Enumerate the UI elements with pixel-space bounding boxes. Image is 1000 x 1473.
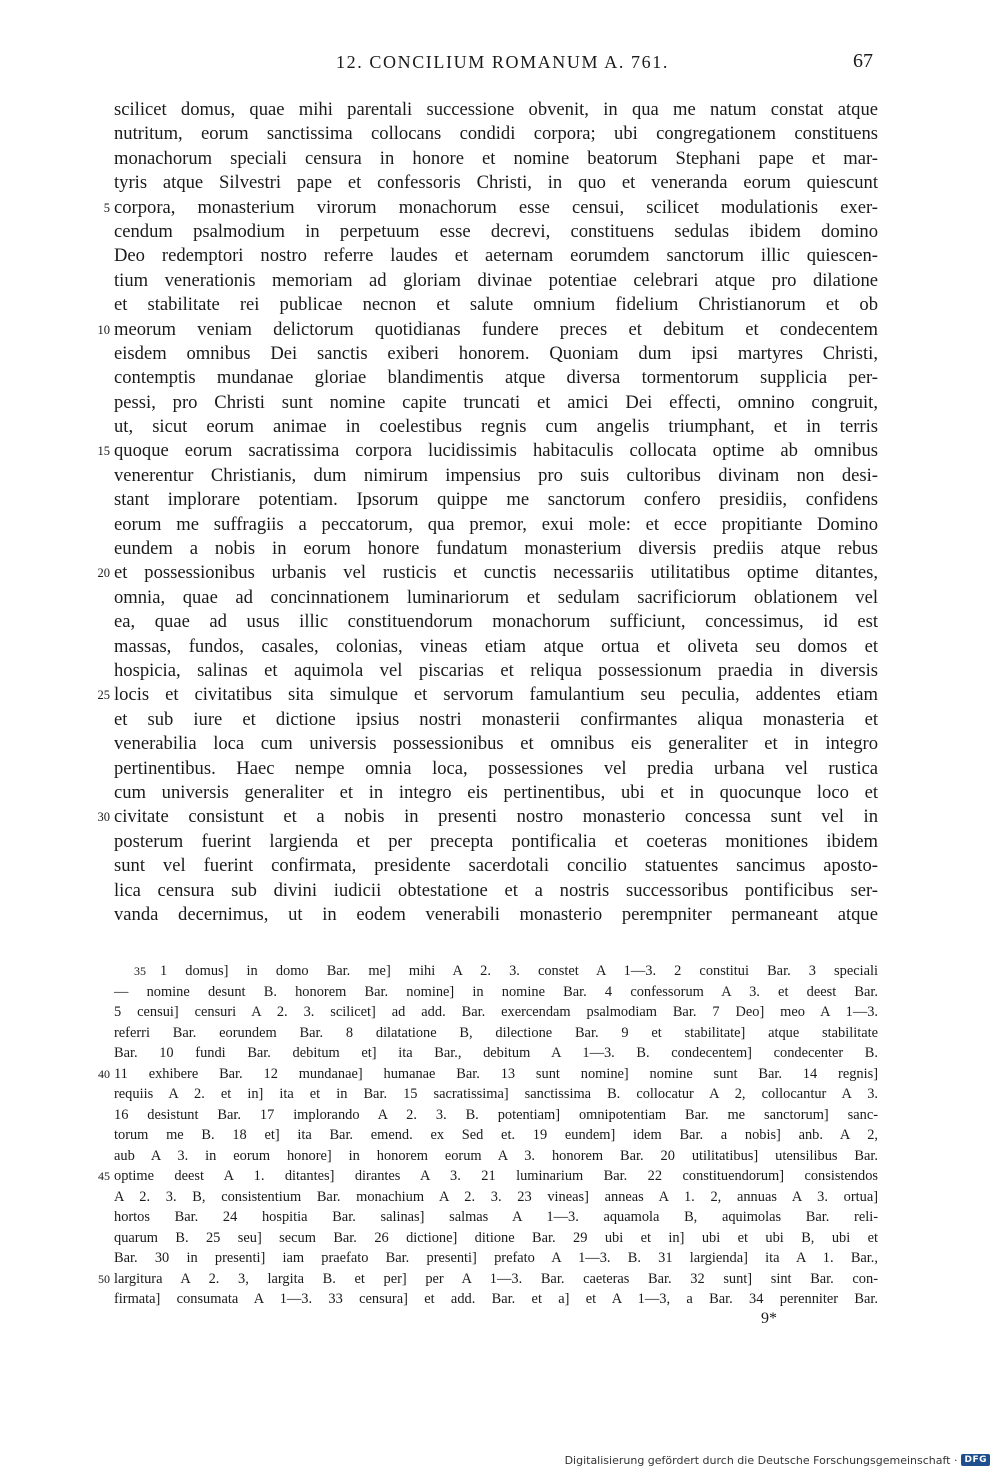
main-text-line-text: tium venerationis memoriam ad gloriam divinae potentiae celebrari atque pro dilatione [114,269,878,291]
main-text-line-text: eorum me suffragiis a peccatorum, qua premor, exui mole: et ecce propitiante Domino [114,513,878,535]
main-text-line-text: venerentur Christianis, dum nimirum impensius pro suis cultoribus divinam non desi- [114,464,878,486]
main-text-line [114,171,878,195]
main-text-line [114,610,878,634]
main-text-line-text: scilicet domus, quae mihi parentali successione obvenit, in qua me natum constat atque [114,99,878,120]
main-text-line-text: civitate consistunt et a nobis in presenti nostro monasterio concessa sunt vel in [114,806,878,828]
note-line-text: Bar. 10 fundi Bar. debitum et] ita Bar., debitum A 1—3. B. condecentem] condecenter B. [114,1045,878,1061]
main-text-line-text: vanda decernimus, ut in eodem venerabili monasterio perempniter permaneant atque [114,903,878,925]
note-line-text: firmata] consumata A 1—3. 33 censura] et add. Bar. et a] et A 1—3, a Bar. 34 perenniter Bar. [114,1291,878,1307]
running-title: 12. CONCILIUM ROMANUM A. 761. [336,52,669,72]
main-text-line-text: Deo redemptori nostro referre laudes et aeternam eorumdem sanctorum illic quiescen- [114,245,878,267]
note-line-text: 1 domus] in domo Bar. me] mihi A 2. 3. constet A 1—3. 2 constitui Bar. 3 speciali [160,963,878,979]
critical-apparatus [98,961,878,1310]
main-text-line-text: contemptis mundanae gloriae blandimentis atque diversa tormentorum supplicia per- [114,367,878,389]
note-line-text: hortos Bar. 24 hospitia Bar. salinas] salmas A 1—3. aquamola B, aquimolas Bar. reli- [114,1209,878,1225]
main-text-line-text: nutritum, eorum sanctissima collocans condidi corpora; ubi congregationem constituens [114,123,878,145]
note-line [114,1228,878,1249]
main-text-line-text: lica censura sub divini iudicii obtestatione et a nostris successoribus pontificibus ser- [114,879,878,901]
main-text-line [114,903,878,927]
main-text-line [114,513,878,537]
dfg-logo: DFG [961,1454,990,1466]
main-text-line-text: posterum fuerint largienda et per precepta pontificalia et coeteras monitiones ibidem [114,830,878,852]
note-line [114,1187,878,1208]
note-line [114,1002,878,1023]
main-text-line [114,220,878,244]
main-text-line [114,391,878,415]
main-text-line-text: massas, fundos, casales, colonias, vineas etiam atque ortua et oliveta seu domos et [114,635,878,657]
note-line-text: largitura A 2. 3, largita B. et per] per A 1—3. Bar. caeteras Bar. 32 sunt] sint Bar. con- [114,1270,878,1287]
line-number: 45 [98,1169,110,1183]
main-text-line [97,683,878,707]
main-text-line-text: locis et civitatibus sita simulque et servorum famulantium seu peculia, addentes etiam [114,684,878,706]
note-line [114,1125,878,1146]
line-number: 10 [97,322,110,337]
main-text-line-text: ea, quae ad usus illic constituendorum monachorum sufficiunt, concessimus, id est [114,611,878,633]
main-text-line-text: et possessionibus urbanis vel rusticis et cunctis necessariis utilitatibus optime ditantes, [114,562,878,584]
main-text-line [114,635,878,659]
main-text-line [97,561,878,585]
line-number: 35 [134,964,146,978]
note-line-text: 11 exhibere Bar. 12 mundanae] humanae Bar. 13 sunt nomine] nomine sunt Bar. 14 regnis] [114,1065,878,1082]
main-text-line [114,122,878,146]
main-text-line-text: pertinentibus. Haec nempe omnia loca, possessiones vel predia urbana vel rustica [114,757,878,779]
main-text [97,98,878,927]
line-number: 30 [97,810,110,825]
main-text-line [114,415,878,439]
main-text-line [114,147,878,171]
main-text-line [114,98,878,122]
main-text-line [114,781,878,805]
main-text-line [97,318,878,342]
note-line-text: quarum B. 25 seu] secum Bar. 26 dictione] ditione Bar. 29 ubi et in] ubi et ubi B, ubi et [114,1229,878,1246]
note-line [114,961,878,982]
main-text-line [114,732,878,756]
main-text-line [114,269,878,293]
main-text-line-text: eundem a nobis in eorum honore fundatum monasterium diversis prediis atque rebus [114,538,878,560]
main-text-line-text: venerabilia loca cum universis possessionibus et omnibus eis generaliter et in integro [114,733,878,755]
footer [565,1453,990,1467]
note-line [114,1146,878,1167]
note-line-text: 16 desistunt Bar. 17 implorando A 2. 3. B. potentiam] omnipotentiam Bar. me sanctorum] sanc- [114,1106,878,1123]
note-line-text: — nomine desunt B. honorem Bar. nomine] in nomine Bar. 4 confessorum A 3. et deest Bar. [114,983,878,1000]
main-text-line-text: eisdem omnibus Dei sanctis exiberi honorem. Quoniam dum ipsi martyres Christi, [114,342,878,364]
line-number: 25 [97,688,110,703]
main-text-line [114,488,878,512]
main-text-line [103,196,878,220]
main-text-line [114,830,878,854]
main-text-line-text: tyris atque Silvestri pape et confessoris Christi, in quo et veneranda eorum quiescunt [114,172,878,194]
page-header [0,52,1000,82]
note-line [114,1043,878,1064]
note-line-text: Bar. 30 in presenti] iam praefato Bar. presenti] prefato A 1—3. B. 31 largienda] ita A 1. Bar., [114,1250,878,1266]
main-text-line [114,537,878,561]
main-text-line [114,879,878,903]
main-text-line [114,293,878,317]
main-text-line [114,244,878,268]
main-text-line [114,659,878,683]
note-line-text: optime deest A 1. ditantes] dirantes A 3. 21 luminarium Bar. 22 constituendorum] consistendos [114,1168,878,1184]
note-line [98,1166,878,1187]
signature-mark: 9* [761,1310,777,1327]
page-number: 67 [853,50,873,72]
note-line-text: aub A 3. in eorum honore] in honorem eorum A 3. honorem Bar. 20 utilitatibus] utensilibus Bar. [114,1147,878,1164]
line-number: 40 [98,1066,110,1081]
main-text-line-text: meorum veniam delictorum quotidianas fundere preces et debitum et condecentem [114,318,878,340]
main-text-line-text: omnia, quae ad concinnationem luminariorum et sedulam sacrificiorum oblationem vel [114,586,878,608]
main-text-line-text: sunt vel fuerint confirmata, presidente sacerdotali concilio statuentes sancimus aposto- [114,855,878,877]
main-text-line [97,805,878,829]
line-number: 50 [98,1271,110,1286]
note-line-text: 5 censui] censuri A 2. 3. scilicet] ad add. Bar. exercendam psalmodiam Bar. 7 Deo] meo A 1—3. [114,1004,878,1020]
main-text-line [114,464,878,488]
note-line-text: A 2. 3. B, consistentium Bar. monachium A 2. 3. 23 vineas] anneas A 1. 2, annuas A 3. ortua] [114,1188,878,1205]
main-text-line-text: pessi, pro Christi sunt nomine capite truncati et amici Dei effecti, omnino congruit, [114,391,878,413]
note-line [98,1269,878,1290]
main-text-line [114,708,878,732]
note-line [98,1064,878,1085]
note-line-text: referri Bar. eorundem Bar. 8 dilatatione B, dilectione Bar. 9 et stabilitate] atque stabilitate [114,1024,878,1041]
line-number: 5 [103,200,110,215]
main-text-line [114,586,878,610]
main-text-line [97,439,878,463]
note-line [114,1207,878,1228]
main-text-line [114,854,878,878]
line-number: 15 [97,444,110,459]
main-text-line-text: cum universis generaliter et in integro eis pertinentibus, ubi et in quocunque loco et [114,781,878,803]
main-text-line-text: et sub iure et dictione ipsius nostri monasterii confirmantes aliqua monasteria et [114,708,878,730]
main-text-line-text: quoque eorum sacratissima corpora lucidissimis habitaculis collocata optime ab omnibus [114,440,878,462]
main-text-line-text: stant implorare potentiam. Ipsorum quippe me sanctorum confero presidiis, confidens [114,489,878,511]
main-text-line-text: et stabilitate rei publicae necnon et salute omnium fidelium Christianorum et ob [114,294,878,316]
note-line [114,1289,878,1310]
main-text-line-text: corpora, monasterium virorum monachorum esse censui, scilicet modulationis exer- [114,196,878,218]
main-text-line [114,757,878,781]
footer-text: Digitalisierung gefördert durch die Deutsche Forschungsgemeinschaft · [564,1453,958,1467]
note-line [114,1105,878,1126]
main-text-line-text: cendum psalmodium in perpetuum esse decrevi, constituens sedulas ibidem domino [114,220,878,242]
main-text-line [114,342,878,366]
note-line-text: requiis A 2. et in] ita et in Bar. 15 sacratissima] sanctissima B. collocatur A 2, collocantur A 3. [114,1086,878,1102]
note-line [114,1084,878,1105]
main-text-line-text: ut, sicut eorum animae in coelestibus regnis cum angelis triumphant, et in terris [114,416,878,438]
note-line-text: torum me B. 18 et] ita Bar. emend. ex Sed et. 19 eundem] idem Bar. a nobis] anb. A 2, [114,1127,878,1143]
note-line [114,1023,878,1044]
note-line [114,982,878,1003]
main-text-line-text: monachorum speciali censura in honore et nomine beatorum Stephani pape et mar- [114,147,878,169]
note-line [114,1248,878,1269]
main-text-line-text: hospicia, salinas et aquimola vel piscarias et reliqua possessionum praedia in diversis [114,659,878,681]
line-number: 20 [97,566,110,581]
main-text-line [114,366,878,390]
